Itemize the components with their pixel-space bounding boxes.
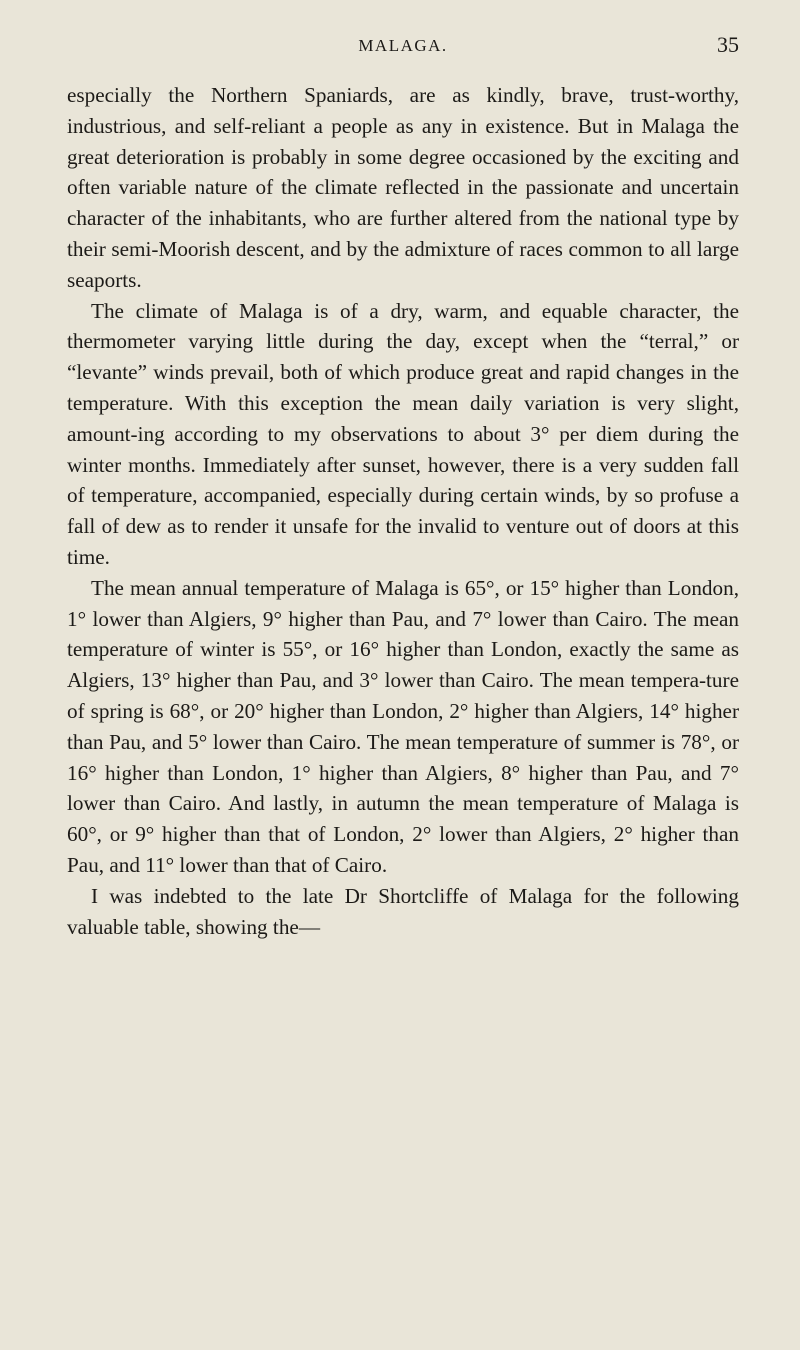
- page-number: 35: [717, 32, 739, 57]
- paragraph-table-intro: I was indebted to the late Dr Shortcliffe of Malaga for the following valuable table, showing the—: [67, 883, 739, 939]
- paragraph-continuation: especially the Northern Spaniards, are as kindly, brave, trust-worthy, industrious, and self-reliant a people as any in existence. But in Malaga the great deterioration is probably in some degree occasioned by the exciting and often variable nature of the climate reflected in the passionate and uncertain character of the inhabitants, who are further altered from the national type by their semi-Moorish descent, and by the admixture of races common to all large seaports.: [67, 83, 739, 292]
- page-header: [67, 32, 739, 58]
- paragraph-temperatures: The mean annual temperature of Malaga is 65°, or 15° higher than London, 1° lower than Algiers, 9° higher than Pau, and 7° lower than Cairo. The mean temperature of winter is 55°, or 16° higher than London, exactly the same as Algiers, 13° higher than Pau, and 3° lower than Cairo. The mean tempera-ture of spring is 68°, or 20° higher than London, 2° higher than Algiers, 14° higher than Pau, and 5° lower than Cairo. The mean temperature of summer is 78°, or 16° higher than London, 1° higher than Algiers, 8° higher than Pau, and 7° lower than Cairo. And lastly, in autumn the mean temperature of Malaga is 60°, or 9° higher than that of London, 2° lower than Algiers, 2° higher than Pau, and 11° lower than that of Cairo.: [67, 575, 739, 877]
- running-head: MALAGA.: [358, 36, 448, 55]
- paragraph-climate: The climate of Malaga is of a dry, warm, and equable character, the thermometer varying little during the day, except when the “terral,” or “levante” winds prevail, both of which produce great and rapid changes in the temperature. With this exception the mean daily variation is very slight, amount-ing according to my observations to about 3° per diem during the winter months. Immediately after sunset, however, there is a very sudden fall of temperature, accompanied, especially during certain winds, by so profuse a fall of dew as to render it unsafe for the invalid to venture out of doors at this time.: [67, 298, 739, 569]
- body-text: [67, 80, 739, 942]
